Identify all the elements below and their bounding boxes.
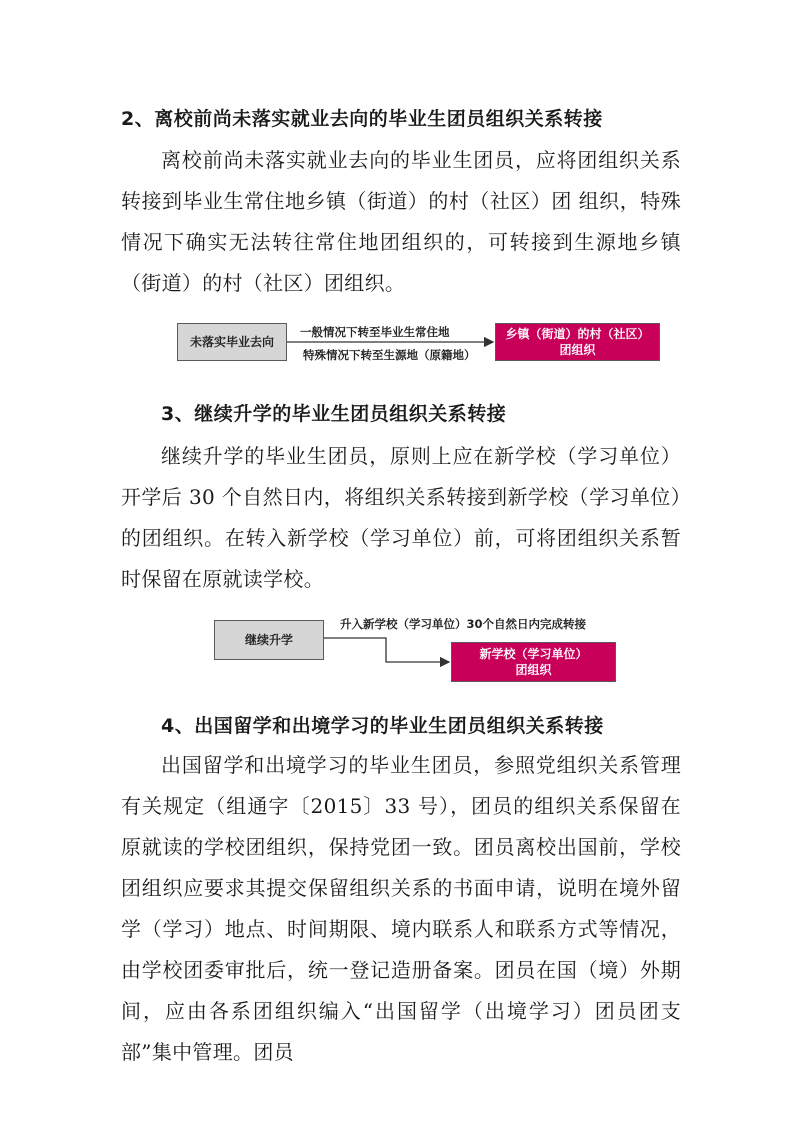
flow-1-source-label: 未落实毕业去向 [189,335,274,349]
section-4-paragraph: 出国留学和出境学习的毕业生团员，参照党组织关系管理有关规定（组通字〔2015〕33 号），团员的组织关系保留在原就读的学校团组织，保持党团一致。团员离校出国前，学校团组织应要求其提交保留组织关系的书面申请，说明在境外留学（学习）地点、时间期限、境内联系人和联系方式等情况，由学校团委审批后，统一登记造册备案。团员在国（境）外期间，应由各系团组织编入“出国留学（出境学习）团员团支部”集中管理。团员 [121,753,681,1064]
flow-2-arrow [324,638,449,662]
flow-1-target-line1: 乡镇（街道）的村（社区） [505,327,650,341]
section-4-heading: 4、出国留学和出境学习的毕业生团员组织关系转接 [161,715,604,737]
flow-1-label-top: 一般情况下转至毕业生常住地 [300,325,450,339]
section-2-paragraph: 离校前尚未落实就业去向的毕业生团员，应将团组织关系转接到毕业生常住地乡镇（街道）的村（社区）团 组织，特殊情况下确实无法转往常住地团组织的，可转接到生源地乡镇（街道）的村（社区）团组织。 [121,148,681,295]
section-3-paragraph: 继续升学的毕业生团员，原则上应在新学校（学习单位）开学后 30 个自然日内，将组织关系转接到新学校（学习单位）的团组织。在转入新学校（学习单位）前，可将团组织关系暂时保留在原就读学校。 [121,444,681,591]
section-2-heading: 2、离校前尚未落实就业去向的毕业生团员组织关系转接 [121,108,603,130]
flow-2-label-top: 升入新学校（学习单位）30个自然日内完成转接 [340,617,587,631]
flow-2-target-line2: 团组织 [515,663,552,677]
flow-1-label-bottom: 特殊情况下转至生源地（原籍地） [303,348,476,362]
flow-1-target-line2: 团组织 [559,343,596,357]
flow-2-source-label: 继续升学 [244,633,293,647]
section-3-heading: 3、继续升学的毕业生团员组织关系转接 [161,403,507,425]
flow-2-target-line1: 新学校（学习单位） [479,647,588,661]
